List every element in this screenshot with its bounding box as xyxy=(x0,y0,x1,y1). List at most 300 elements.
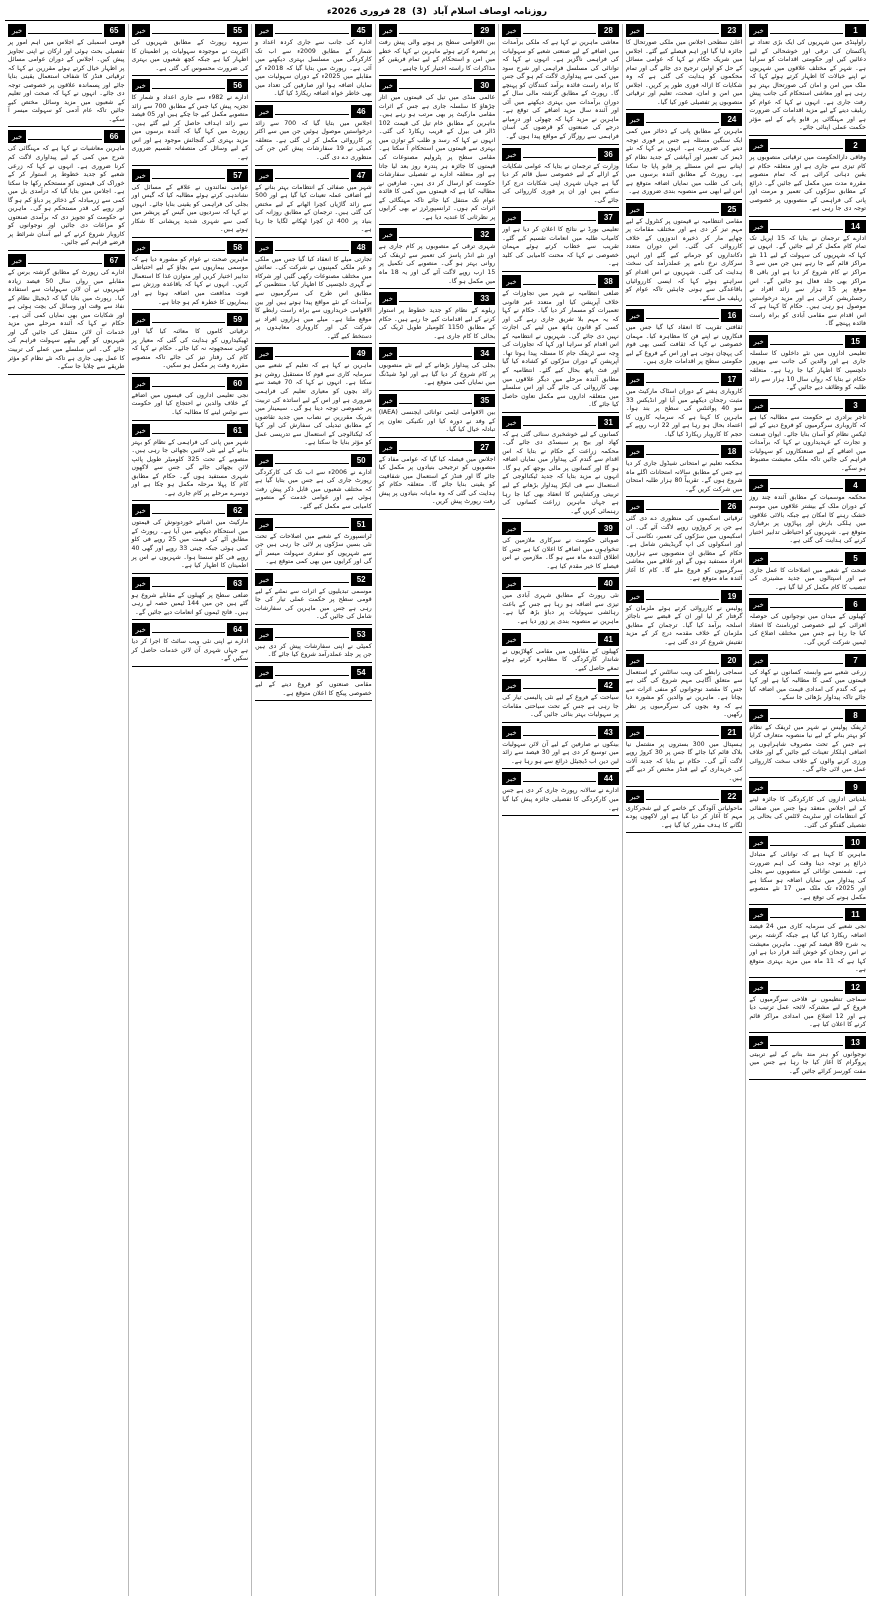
header-rule xyxy=(399,292,472,302)
news-item-number: 65 xyxy=(104,24,125,37)
news-item-body: پولیس نے کارروائی کرتے ہوئے ملزمان کو گرفتار کر لیا اور ان کے قبضے سے ناجائز اسلحہ برآمد کیا گیا۔ ترجمان کے مطابق ملزمان کے خلاف مقدمہ درج کر کے مزید تفتیش شروع کر دی گئی ہے۔ xyxy=(625,604,743,646)
news-item-number: 27 xyxy=(474,441,495,454)
header-rule xyxy=(646,654,719,664)
news-item-number: 35 xyxy=(474,394,495,407)
news-item[interactable] xyxy=(749,220,866,332)
news-item-category: خبر xyxy=(749,908,767,921)
news-item[interactable] xyxy=(132,424,249,502)
news-item-header xyxy=(626,445,743,458)
news-item-category: خبر xyxy=(749,598,767,611)
news-item-number: 40 xyxy=(598,577,619,590)
header-rule xyxy=(523,24,596,34)
news-item-header xyxy=(626,590,743,603)
news-item[interactable] xyxy=(132,24,249,76)
news-item[interactable] xyxy=(749,399,866,477)
news-item[interactable] xyxy=(379,24,496,76)
news-column xyxy=(622,24,746,1596)
news-item-header xyxy=(8,130,125,143)
news-column xyxy=(128,24,252,1596)
news-item-number: 3 xyxy=(845,399,866,412)
header-rule xyxy=(399,441,472,451)
news-item-body: شہر میں صفائی کے انتظامات بہتر بنانے کے لیے اضافی عملہ تعینات کیا گیا ہے اور 500 سے زائد گاڑیاں کچرا اٹھانے کے لیے مختص کی گئی ہیں۔ ترجمان کے مطابق روزانہ کی بنیاد پر 400 ٹن کچرا ٹھکانے لگایا جا رہا ہے۔ xyxy=(255,183,372,234)
masthead-date: 28 فروری 2026ء xyxy=(326,7,406,17)
news-item-category: خبر xyxy=(132,241,150,254)
news-item-number: 23 xyxy=(721,24,742,37)
news-item-category: خبر xyxy=(255,518,273,531)
news-item-body: اجلاس میں فیصلہ کیا گیا کہ عوامی مفاد کے منصوبوں کو ترجیحی بنیادوں پر مکمل کیا جائے گا اور فنڈز کے استعمال میں شفافیت کو یقینی بنایا جائے گا۔ متعلقہ حکام کو ہدایت کی گئی کہ وہ ماہانہ بنیادوں پر پیش رفت رپورٹ پیش کریں۔ xyxy=(378,455,496,506)
news-item-category: خبر xyxy=(502,24,520,37)
news-item[interactable] xyxy=(502,633,619,677)
news-item[interactable] xyxy=(749,139,866,217)
news-item[interactable] xyxy=(132,377,249,421)
news-item-header xyxy=(379,292,496,305)
news-item-number: 10 xyxy=(845,836,866,849)
news-item[interactable] xyxy=(379,79,496,225)
header-rule xyxy=(646,309,719,319)
news-item-body: بینکوں نے صارفین کے لیے آن لائن سہولیات میں توسیع کر دی ہے اور 30 فیصد سے زائد لین دین اب ڈیجیٹل ذرائع سے ہو رہا ہے۔ xyxy=(502,740,619,765)
header-rule xyxy=(275,454,348,464)
news-item-body: ماہرین معاشیات نے کہا ہے کہ مہنگائی کی شرح میں کمی کے لیے پیداواری لاگت کم کرنا ضروری ہے۔ انہوں نے کہا کہ زرعی شعبے کو جدید خطوط پر استوار کر کے خوراک کی قیمتوں کو مستحکم رکھا جا سکتا ہے۔ اجلاس میں بتایا گیا کہ درآمدی بل میں کمی سے زرمبادلہ کے ذخائر پر دباؤ کم ہو گا اور روپے کی قدر مستحکم ہو گی۔ ماہرین نے حکومت کو تجویز دی کہ برآمدی صنعتوں کو مراعات دی جائیں اور نوجوانوں کو کاروبار شروع کرنے کے لیے آسان شرائط پر قرضے فراہم کیے جائیں۔ xyxy=(7,145,125,247)
header-rule xyxy=(523,726,596,736)
news-item-category: خبر xyxy=(502,522,520,535)
news-item-category: خبر xyxy=(502,577,520,590)
news-item[interactable] xyxy=(255,347,372,450)
news-item-header xyxy=(749,709,866,722)
news-item-number: 13 xyxy=(845,1036,866,1049)
news-item-body: ادارے کے ترجمان نے بتایا کہ 15 اپریل تک تمام کام مکمل کر لیے جائیں گے۔ انہوں نے کہا کہ شہریوں کی سہولت کے لیے 11 نئے مراکز قائم کیے جا رہے ہیں جن میں سے 3 مراکز نے کام شروع کر دیا ہے اور باقی 8 مراکز بھی جلد فعال ہو جائیں گے۔ اس موقع پر 15 ہزار سے زائد افراد نے رجسٹریشن کرائی ہے اور مزید درخواستیں موصول ہو رہی ہیں۔ حکام کا کہنا ہے کہ اس اقدام سے مقامی آبادی کو براہ راست فائدہ پہنچے گا۔ xyxy=(749,234,867,328)
news-item[interactable] xyxy=(626,500,743,586)
news-item-category: خبر xyxy=(255,169,273,182)
news-item[interactable] xyxy=(255,666,372,701)
news-item-header xyxy=(8,254,125,267)
news-item[interactable] xyxy=(8,254,125,375)
news-item-body: ضلعی سطح پر کھیلوں کے مقابلے شروع ہو گئے ہیں جن میں 144 ٹیمیں حصہ لے رہی ہیں۔ فاتح ٹیموں کو انعامات دیے جائیں گے۔ xyxy=(131,591,249,616)
news-item-number: 46 xyxy=(351,105,372,118)
header-rule xyxy=(275,518,348,528)
news-item-category: خبر xyxy=(626,373,644,386)
news-item[interactable] xyxy=(502,522,619,574)
news-item-header xyxy=(626,373,743,386)
news-item[interactable] xyxy=(749,781,866,833)
news-item-category: خبر xyxy=(132,377,150,390)
news-item[interactable] xyxy=(8,130,125,251)
news-item-body: مقامی انتظامیہ نے قیمتوں پر کنٹرول کے لیے مہم تیز کر دی ہے اور مختلف مقامات پر چھاپے مار کر ذخیرہ اندوزوں کے خلاف کارروائی کی گئی۔ اس دوران متعدد دکانداروں کو جرمانے کیے گئے اور انہیں سرکاری نرخ نامے پر عملدرآمد کی سخت ہدایت کی گئی۔ شہریوں نے اس اقدام کو سراہتے ہوئے کہا کہ ایسی کارروائیاں باقاعدگی سے ہونی چاہئیں تاکہ عوام کو ریلیف مل سکے۔ xyxy=(625,217,743,302)
news-item-body: ماہرین کا کہنا ہے کہ توانائی کے متبادل ذرائع پر توجہ دینا وقت کی اہم ضرورت ہے۔ شمسی توانائی کے منصوبوں سے بجلی کی پیداوار میں نمایاں اضافہ ہو سکتا ہے اور 2025ء تک ملک میں 17 نئے منصوبے مکمل ہونے کی توقع ہے۔ xyxy=(749,851,867,901)
news-item[interactable] xyxy=(626,654,743,723)
news-item-body: وزارت کے ترجمان نے بتایا کہ عوامی شکایات کے ازالے کے لیے خصوصی سیل قائم کر دیا گیا ہے جہاں شہری اپنی شکایات درج کرا سکتے ہیں اور ان پر فوری کارروائی کی جائے گی۔ xyxy=(502,162,619,204)
news-item-body: ماہرین کے مطابق پانی کے ذخائر میں کمی ایک سنگین مسئلہ ہے جس پر فوری توجہ دینے کی ضرورت ہے۔ انہوں نے کہا کہ نئے ڈیمز کی تعمیر اور آبپاشی کے جدید نظام کو اپنانے سے اس مسئلے پر قابو پایا جا سکتا ہے۔ رپورٹ کے مطابق آئندہ برسوں میں پانی کی طلب میں نمایاں اضافہ متوقع ہے اس لیے ابھی سے منصوبہ بندی ضروری ہے۔ xyxy=(625,128,743,196)
news-item-body: سماجی رابطے کی ویب سائٹس کے استعمال سے متعلق آگاہی مہم شروع کی گئی ہے جس کا مقصد نوجوانوں کو منفی اثرات سے بچانا ہے۔ ماہرین نے والدین کو مشورہ دیا ہے کہ وہ بچوں کی سرگرمیوں پر نظر رکھیں۔ xyxy=(625,668,743,719)
header-rule xyxy=(523,148,596,158)
news-item-header xyxy=(502,24,619,37)
news-item[interactable] xyxy=(502,148,619,209)
news-item-category: خبر xyxy=(749,24,767,37)
header-rule xyxy=(152,313,225,323)
news-item[interactable] xyxy=(749,24,866,136)
news-item-number: 25 xyxy=(721,203,742,216)
news-item[interactable] xyxy=(626,790,743,834)
header-rule xyxy=(275,24,348,34)
news-item-header xyxy=(502,416,619,429)
news-item-body: اجلاس میں بتایا گیا کہ 700 سے زائد درخواستیں موصول ہوئیں جن میں سے اکثر پر کارروائی مکمل کر لی گئی ہے۔ متعلقہ کمیٹی نے 19 سفارشات پیش کیں جن کی منظوری دے دی گئی۔ xyxy=(255,119,372,162)
header-rule xyxy=(275,666,348,676)
news-item[interactable] xyxy=(626,726,743,787)
news-item-body: معاشی ماہرین نے کہا ہے کہ ملکی برآمدات میں اضافے کے لیے صنعتی شعبے کو سہولیات کی فراہمی ناگزیر ہے۔ انہوں نے کہا کہ توانائی کی مسلسل فراہمی اور شرح سود میں کمی سے پیداواری لاگت کم ہو گی جس کا براہ راست فائدہ برآمد کنندگان کو پہنچے گا۔ رپورٹ کے مطابق گزشتہ مالی سال کے دوران برآمدات میں بہتری دیکھنے میں آئی اور آئندہ سال مزید اضافے کی توقع ہے۔ ماہرین نے مزید کہا کہ چھوٹی اور درمیانے درجے کی صنعتوں کو قرضوں کی آسان فراہمی سے روزگار کے مواقع پیدا ہوں گے۔ xyxy=(502,39,619,141)
news-item-number: 30 xyxy=(474,79,495,92)
news-item-header xyxy=(749,836,866,849)
news-item[interactable] xyxy=(132,577,249,621)
news-item[interactable] xyxy=(379,292,496,344)
news-item[interactable] xyxy=(502,275,619,413)
news-item[interactable] xyxy=(502,726,619,770)
news-item-body: ادارے نے اپنی نئی ویب سائٹ کا اجرا کر دیا ہے جہاں شہری آن لائن خدمات حاصل کر سکیں گے۔ xyxy=(131,638,249,663)
news-item-number: 49 xyxy=(351,347,372,360)
news-item[interactable] xyxy=(502,679,619,723)
news-item-number: 6 xyxy=(845,598,866,611)
news-item-header xyxy=(132,504,249,517)
header-rule xyxy=(28,130,101,140)
news-item-body: سروے رپورٹ کے مطابق شہریوں کی اکثریت نے موجودہ سہولیات پر اطمینان کا اظہار کیا ہے جبکہ کچھ شعبوں میں بہتری کی ضرورت محسوس کی گئی ہے۔ xyxy=(131,39,249,72)
news-column xyxy=(498,24,622,1596)
news-item-number: 32 xyxy=(474,228,495,241)
news-item[interactable] xyxy=(255,105,372,166)
news-item-header xyxy=(255,105,372,118)
news-item-category: خبر xyxy=(255,347,273,360)
news-item[interactable] xyxy=(626,24,743,110)
news-item-category: خبر xyxy=(626,445,644,458)
news-item-number: 41 xyxy=(598,633,619,646)
header-rule xyxy=(646,500,719,510)
news-item-category: خبر xyxy=(132,24,150,37)
news-item-header xyxy=(749,908,866,921)
news-item-body: کھیلوں کے میدان میں نوجوانوں کی حوصلہ افزائی کے لیے خصوصی ٹورنامنٹ کا انعقاد کیا جا رہا ہے جس میں مختلف اضلاع کی ٹیمیں شرکت کریں گی۔ xyxy=(749,613,866,646)
news-item-header xyxy=(132,623,249,636)
news-item-category: خبر xyxy=(8,24,26,37)
news-item-number: 57 xyxy=(227,169,248,182)
news-item[interactable] xyxy=(379,394,496,438)
news-item-body: شہری ترقی کے منصوبوں پر کام جاری ہے اور نئے انڈر پاسز کی تعمیر سے ٹریفک کی روانی بہتر ہو گی۔ منصوبے کی تکمیل پر 15 ارب روپے لاگت آئے گی اور یہ 18 ماہ میں مکمل ہو گا۔ xyxy=(378,243,496,285)
news-item-category: خبر xyxy=(379,79,397,92)
header-rule xyxy=(523,577,596,587)
news-item[interactable] xyxy=(132,504,249,573)
news-item-category: خبر xyxy=(132,424,150,437)
news-item-number: 39 xyxy=(598,522,619,535)
news-item-number: 51 xyxy=(351,518,372,531)
header-rule xyxy=(28,254,101,264)
news-item-number: 52 xyxy=(351,573,372,586)
news-item-category: خبر xyxy=(502,416,520,429)
news-item-category: خبر xyxy=(749,220,767,233)
news-item-body: محکمہ موسمیات کے مطابق آئندہ چند روز کے دوران ملک کے بیشتر علاقوں میں موسم خشک رہنے کا امکان ہے جبکہ بالائی علاقوں میں ہلکی بارش اور پہاڑوں پر برفباری متوقع ہے۔ شہریوں کو احتیاطی تدابیر اختیار کرنے کی ہدایت کی گئی ہے۔ xyxy=(749,494,866,545)
news-item-header xyxy=(379,394,496,407)
news-item[interactable] xyxy=(132,623,249,667)
news-item[interactable] xyxy=(502,416,619,519)
news-item[interactable] xyxy=(255,628,372,663)
news-item-category: خبر xyxy=(132,504,150,517)
header-rule xyxy=(770,981,843,991)
news-item-body: تجارتی میلے کا انعقاد کیا گیا جس میں ملکی و غیر ملکی کمپنیوں نے شرکت کی۔ نمائش میں مختلف مصنوعات رکھی گئیں اور شرکاء نے گہری دلچسپی کا اظہار کیا۔ منتظمین کے مطابق اس طرح کی سرگرمیوں سے برآمدات کے نئے مواقع پیدا ہوتے ہیں اور بین الاقوامی خریداروں سے براہ راست رابطے کا موقع ملتا ہے۔ میلے میں ہزاروں افراد نے شرکت کی اور کاروباری معاہدوں پر دستخط کیے گئے۔ xyxy=(255,255,372,340)
news-item[interactable] xyxy=(749,598,866,650)
news-item[interactable] xyxy=(379,441,496,510)
column-container xyxy=(5,24,869,1596)
news-item-number: 66 xyxy=(104,130,125,143)
news-item-body: تعلیمی اداروں میں نئے داخلوں کا سلسلہ جاری ہے اور والدین کی جانب سے بھرپور دلچسپی کا اظہار کیا جا رہا ہے۔ متعلقہ حکام نے بتایا کہ رواں سال 10 ہزار سے زائد طلبہ کو وظائف دیے جائیں گے۔ xyxy=(749,349,866,392)
news-item[interactable] xyxy=(749,654,866,706)
news-item-header xyxy=(749,24,866,37)
news-item-body: مارکیٹ میں اشیائے خوردونوش کی قیمتوں میں استحکام دیکھنے میں آیا ہے۔ رپورٹ کے مطابق آٹے کی قیمت میں 25 روپے فی کلو کمی ہوئی جبکہ چینی 33 روپے اور گھی 40 روپے فی کلو سستا ہوا۔ شہریوں نے اس پر اطمینان کا اظہار کیا ہے۔ xyxy=(131,519,249,570)
news-item-category: خبر xyxy=(626,500,644,513)
news-item[interactable] xyxy=(626,113,743,199)
header-rule xyxy=(646,113,719,123)
news-item-body: کمیٹی نے اپنی سفارشات پیش کر دی ہیں جن پر جلد عملدرآمد شروع کیا جائے گا۔ xyxy=(255,642,372,659)
news-item[interactable] xyxy=(502,211,619,272)
news-item-number: 28 xyxy=(598,24,619,37)
news-item-header xyxy=(626,500,743,513)
news-item-number: 36 xyxy=(598,148,619,161)
news-item-category: خبر xyxy=(502,772,520,785)
news-item-body: ماحولیاتی آلودگی کے خاتمے کے لیے شجرکاری مہم کا آغاز کر دیا گیا ہے اور لاکھوں پودے لگانے کا ہدف مقرر کیا گیا ہے۔ xyxy=(625,804,743,829)
header-rule xyxy=(646,24,719,34)
header-rule xyxy=(152,24,225,34)
news-item-category: خبر xyxy=(502,275,520,288)
header-rule xyxy=(275,169,348,179)
news-item-body: ماہرین نے کہا ہے کہ تعلیم کے شعبے میں سرمایہ کاری سے قوم کا مستقبل روشن ہو سکتا ہے۔ انہوں نے کہا کہ 70 فیصد سے زائد بچوں کو معیاری تعلیم کی فراہمی ضروری ہے اور اس کے لیے اساتذہ کی تربیت پر خصوصی توجہ دینا ہو گی۔ سیمینار میں شریک مقررین نے نصاب میں جدید تقاضوں کے مطابق تبدیلی کی سفارش کی اور کہا کہ ٹیکنالوجی کے استعمال سے تدریسی عمل کو مؤثر بنایا جا سکتا ہے۔ xyxy=(255,362,372,447)
news-item[interactable] xyxy=(132,241,249,310)
header-rule xyxy=(770,836,843,846)
news-item-body: قومی اسمبلی کے اجلاس میں اہم امور پر تفصیلی بحث ہوئی اور ارکان نے اپنی تجاویز پیش کیں۔ اجلاس کے دوران عوامی مسائل پر اظہار خیال کرتے ہوئے مقررین نے کہا کہ ترقیاتی فنڈز کا شفاف استعمال یقینی بنایا جائے اور پسماندہ علاقوں پر خصوصی توجہ دی جائے۔ انہوں نے کہا کہ صحت اور تعلیم کے شعبوں میں مزید وسائل مختص کیے جائیں تاکہ عام آدمی کو سہولت میسر آ سکے۔ xyxy=(7,39,125,123)
news-item-header xyxy=(749,781,866,794)
news-item-header xyxy=(749,598,866,611)
header-rule xyxy=(28,24,101,34)
news-item[interactable] xyxy=(502,24,619,145)
header-rule xyxy=(399,79,472,89)
news-item-category: خبر xyxy=(749,781,767,794)
news-item-category: خبر xyxy=(379,441,397,454)
news-item[interactable] xyxy=(502,577,619,629)
news-item-number: 14 xyxy=(845,220,866,233)
header-rule xyxy=(152,424,225,434)
masthead-page: (3) xyxy=(411,7,428,17)
news-item-body: راولپنڈی میں شہریوں کی ایک بڑی تعداد نے پاکستان کی ترقی اور خوشحالی کے لیے دعائیں کیں اور حکومتی اقدامات کو سراہا ہے۔ شہر کے مختلف علاقوں میں شہریوں نے اپنے خیالات کا اظہار کرتے ہوئے کہا کہ ملک میں امن و امان کی صورتحال بہتر ہو رہی ہے اور معاشی استحکام کی جانب پیش رفت جاری ہے۔ انہوں نے کہا کہ عوام کو ریلیف دینے کے لیے مزید اقدامات کی ضرورت ہے اور مہنگائی پر قابو پانے کے لیے مؤثر حکمت عملی اپنائی جائے۔ xyxy=(749,39,866,132)
news-item-category: خبر xyxy=(626,113,644,126)
news-item-number: 58 xyxy=(227,241,248,254)
header-rule xyxy=(152,504,225,514)
news-item-header xyxy=(132,24,249,37)
news-item-number: 8 xyxy=(845,709,866,722)
news-item[interactable] xyxy=(749,552,866,596)
news-item-category: خبر xyxy=(502,633,520,646)
news-item-number: 19 xyxy=(721,590,742,603)
news-item-header xyxy=(626,203,743,216)
news-item-category: خبر xyxy=(8,254,26,267)
news-item-header xyxy=(749,220,866,233)
news-item-body: نجی تعلیمی اداروں کی فیسوں میں اضافے کے خلاف والدین نے احتجاج کیا اور حکومت سے نوٹس لینے کا مطالبہ کیا۔ xyxy=(131,391,249,416)
masthead xyxy=(5,4,869,21)
news-item-body: کسانوں کے لیے خوشخبری سنائی گئی ہے کہ کھاد اور بیج پر سبسڈی دی جائے گی۔ محکمہ زراعت کے حکام نے بتایا کہ اس اقدام سے گندم کی پیداوار میں نمایاں اضافہ ہو گا اور کسانوں پر مالی بوجھ کم ہو گا۔ انہوں نے مزید بتایا کہ جدید ٹیکنالوجی کے استعمال سے فی ایکڑ پیداوار بڑھانے کے لیے تربیتی ورکشاپس کا انعقاد بھی کیا جا رہا ہے جہاں ماہرین زراعت کسانوں کی رہنمائی کریں گے۔ xyxy=(502,430,619,515)
header-rule xyxy=(523,633,596,643)
header-rule xyxy=(275,241,348,251)
news-item-body: ٹرانسپورٹ کے شعبے میں اصلاحات کے تحت نئی بسیں سڑکوں پر لائی جا رہی ہیں جن سے شہریوں کو سفری سہولت میسر آئے گی اور کرایوں میں بھی کمی متوقع ہے۔ xyxy=(255,532,372,566)
news-item[interactable] xyxy=(255,454,372,515)
news-item-body: مقامی صنعتوں کو فروغ دینے کے لیے خصوصی پیکج کا اعلان متوقع ہے۔ xyxy=(255,680,372,697)
news-item[interactable] xyxy=(379,228,496,289)
news-item[interactable] xyxy=(626,445,743,497)
news-item-header xyxy=(749,552,866,565)
header-rule xyxy=(152,169,225,179)
news-item[interactable] xyxy=(132,169,249,238)
news-item-category: خبر xyxy=(132,623,150,636)
header-rule xyxy=(152,79,225,89)
news-item-category: خبر xyxy=(749,335,767,348)
news-item[interactable] xyxy=(626,203,743,306)
news-item-header xyxy=(132,169,249,182)
news-item[interactable] xyxy=(255,518,372,570)
news-item-header xyxy=(502,211,619,224)
news-item-number: 61 xyxy=(227,424,248,437)
news-item-number: 11 xyxy=(845,908,866,921)
news-item-header xyxy=(255,241,372,254)
news-item-number: 64 xyxy=(227,623,248,636)
header-rule xyxy=(399,394,472,404)
news-item-body: ترقیاتی کاموں کا معائنہ کیا گیا اور ٹھیکیداروں کو ہدایت کی گئی کہ معیار پر کوئی سمجھوتہ نہ کیا جائے۔ حکام نے کہا کہ کام کی رفتار تیز کی جائے تاکہ منصوبے مقررہ وقت پر مکمل ہو سکیں۔ xyxy=(131,328,249,370)
news-item[interactable] xyxy=(626,309,743,370)
news-item[interactable] xyxy=(749,908,866,977)
news-item[interactable] xyxy=(749,479,866,548)
header-rule xyxy=(770,220,843,230)
news-item-header xyxy=(749,479,866,492)
news-item-number: 56 xyxy=(227,79,248,92)
news-item-category: خبر xyxy=(626,726,644,739)
news-item-header xyxy=(255,24,372,37)
news-item-category: خبر xyxy=(749,552,767,565)
news-item[interactable] xyxy=(255,169,372,238)
header-rule xyxy=(275,347,348,357)
news-item-category: خبر xyxy=(379,394,397,407)
news-item-header xyxy=(8,24,125,37)
news-item[interactable] xyxy=(749,335,866,396)
news-item-category: خبر xyxy=(255,666,273,679)
news-item-number: 24 xyxy=(721,113,742,126)
news-item-header xyxy=(132,241,249,254)
news-item-category: خبر xyxy=(132,79,150,92)
news-item[interactable] xyxy=(132,313,249,374)
news-item-number: 34 xyxy=(474,347,495,360)
news-item[interactable] xyxy=(8,24,125,127)
news-item-body: تعلیمی بورڈ نے نتائج کا اعلان کر دیا ہے اور کامیاب طلبہ میں انعامات تقسیم کیے گئے۔ تقریب سے خطاب کرتے ہوئے مہمان خصوصی نے کہا کہ محنت کامیابی کی کلید ہے۔ xyxy=(502,226,619,268)
news-item-header xyxy=(626,726,743,739)
news-item-header xyxy=(132,313,249,326)
news-item-number: 54 xyxy=(351,666,372,679)
news-item-category: خبر xyxy=(379,228,397,241)
header-rule xyxy=(275,628,348,638)
header-rule xyxy=(770,598,843,608)
news-item-number: 60 xyxy=(227,377,248,390)
news-column xyxy=(745,24,869,1596)
news-item[interactable] xyxy=(379,347,496,391)
news-item-body: ریلوے کے نظام کو جدید خطوط پر استوار کرنے کے لیے اقدامات کیے جا رہے ہیں۔ حکام کے مطابق 1150 کلومیٹر طویل ٹریک کی بحالی کا کام جاری ہے۔ xyxy=(378,307,496,340)
news-item-body: نجی شعبے کی سرمایہ کاری میں 24 فیصد اضافہ ریکارڈ کیا گیا ہے جبکہ گزشتہ برس یہ شرح 89 فیصد کم تھی۔ ماہرین معیشت نے اس رجحان کو خوش آئند قرار دیا ہے اور کہا ہے کہ 11 ماہ میں مزید بہتری متوقع ہے۔ xyxy=(749,923,866,974)
news-item-header xyxy=(379,441,496,454)
news-item-body: بین الاقوامی سطح پر ہونے والی پیش رفت پر تبصرہ کرتے ہوئے ماہرین نے کہا کہ خطے میں امن و استحکام کے لیے تمام فریقین کو مذاکرات کا راستہ اختیار کرنا چاہیے۔ xyxy=(378,39,496,72)
news-item-header xyxy=(749,139,866,152)
news-item-header xyxy=(502,679,619,692)
news-item-category: خبر xyxy=(255,573,273,586)
news-item-category: خبر xyxy=(255,454,273,467)
news-item-body: ادارے کی رپورٹ کے مطابق گزشتہ برس کے مقابلے میں رواں سال 50 فیصد زیادہ شہریوں نے آن لائن سہولیات سے استفادہ کیا۔ رپورٹ میں بتایا گیا کہ ڈیجیٹل نظام کے نفاذ سے وقت اور وسائل کی بچت ہوئی ہے اور شکایات میں بھی نمایاں کمی آئی ہے۔ حکام نے کہا کہ آئندہ مرحلے میں مزید خدمات آن لائن منتقل کی جائیں گی اور شہریوں کو گھر بیٹھے سہولت فراہم کی جائے گی۔ اس سلسلے میں عملے کی تربیت کا عمل بھی جاری ہے تاکہ نئے نظام کو مؤثر طریقے سے چلایا جا سکے۔ xyxy=(7,269,125,371)
news-item[interactable] xyxy=(749,981,866,1033)
news-item[interactable] xyxy=(502,772,619,816)
news-item-number: 42 xyxy=(598,679,619,692)
header-rule xyxy=(152,623,225,633)
news-item-number: 21 xyxy=(721,726,742,739)
news-item-category: خبر xyxy=(749,479,767,492)
news-item-body: تاجر برادری نے حکومت سے مطالبہ کیا ہے کہ کاروباری سرگرمیوں کو فروغ دینے کے لیے ٹیکس نظام کو آسان بنایا جائے۔ ایوان صنعت و تجارت کے عہدیداروں نے کہا کہ برآمدات میں اضافے کے لیے صنعتکاروں کو سہولیات فراہم کی جائیں تاکہ ملکی معیشت مضبوط ہو سکے۔ xyxy=(749,413,866,472)
news-item-body: ہسپتال میں 300 بستروں پر مشتمل نیا بلاک قائم کیا جائے گا جس پر 30 کروڑ روپے لاگت آئے گی۔ حکام نے بتایا کہ جدید آلات کی خریداری کے لیے فنڈز مختص کر دیے گئے ہیں۔ xyxy=(625,740,743,782)
header-rule xyxy=(399,347,472,357)
header-rule xyxy=(646,445,719,455)
header-rule xyxy=(770,1036,843,1046)
header-rule xyxy=(770,781,843,791)
news-item-body: سیاحت کے فروغ کے لیے نئی پالیسی تیار کی جا رہی ہے جس کے تحت سیاحتی مقامات پر سہولیات بہتر بنائی جائیں گی۔ xyxy=(502,694,619,719)
news-item-body: ادارے نے 2006ء سے اب تک کی کارکردگی رپورٹ جاری کی ہے جس میں بتایا گیا ہے کہ مختلف شعبوں میں قابل ذکر پیش رفت ہوئی ہے اور عوامی خدمت کے منصوبے کامیابی سے مکمل کیے گئے۔ xyxy=(255,468,372,510)
news-item[interactable] xyxy=(749,1036,866,1080)
news-item[interactable] xyxy=(749,836,866,905)
news-item-body: محکمہ تعلیم نے امتحانی شیڈول جاری کر دیا ہے جس کے مطابق سالانہ امتحانات اگلے ماہ شروع ہوں گے۔ تقریباً 80 ہزار طلبہ امتحان میں شرکت کریں گے۔ xyxy=(625,460,743,493)
news-item-header xyxy=(132,577,249,590)
news-item[interactable] xyxy=(132,79,249,165)
header-rule xyxy=(770,139,843,149)
header-rule xyxy=(770,335,843,345)
news-item-header xyxy=(255,518,372,531)
news-item-category: خبر xyxy=(626,790,644,803)
news-item-header xyxy=(626,654,743,667)
news-item-body: اعلیٰ سطحی اجلاس میں ملکی صورتحال کا جائزہ لیا گیا اور اہم فیصلے کیے گئے۔ اجلاس میں شریک حکام نے کہا کہ عوامی مسائل کے حل کو اولین ترجیح دی جائے گی اور تمام محکموں کو ہدایت کی گئی ہے کہ وہ شکایات کا ازالہ فوری طور پر کریں۔ اجلاس میں امن و امان، صحت، تعلیم اور ترقیاتی منصوبوں پر تفصیلی غور کیا گیا۔ xyxy=(625,39,743,106)
news-item[interactable] xyxy=(255,241,372,344)
news-item-category: خبر xyxy=(132,313,150,326)
header-rule xyxy=(770,399,843,409)
news-item-number: 20 xyxy=(721,654,742,667)
news-item-body: شہر میں پانی کی فراہمی کے نظام کو بہتر بنانے کے لیے نئی لائنیں بچھائی جا رہی ہیں۔ منصوبے کے تحت 325 کلومیٹر طویل پائپ لائن بچھائی جائے گی جس سے لاکھوں شہری مستفید ہوں گے۔ حکام کے مطابق کام کا پہلا مرحلہ مکمل ہو چکا ہے اور دوسرے مرحلے پر کام جاری ہے۔ xyxy=(131,438,249,497)
news-item-number: 47 xyxy=(351,169,372,182)
header-rule xyxy=(275,105,348,115)
news-item[interactable] xyxy=(749,709,866,778)
news-item-header xyxy=(749,981,866,994)
news-item-header xyxy=(502,148,619,161)
news-item-category: خبر xyxy=(255,24,273,37)
news-item[interactable] xyxy=(255,573,372,625)
news-item-body: ٹریفک پولیس نے شہر میں ٹریفک کے نظام کو بہتر بنانے کے لیے نیا منصوبہ متعارف کرایا ہے جس کے تحت مصروف شاہراہوں پر اضافی اہلکار تعینات کیے جائیں گے اور خلاف ورزی کرنے والوں کے خلاف سخت کارروائی عمل میں لائی جائے گی۔ xyxy=(749,723,866,774)
header-rule xyxy=(770,24,843,34)
news-item-body: بلدیاتی اداروں کی کارکردگی کا جائزہ لینے کے لیے اجلاس منعقد ہوا جس میں صفائی کے انتظامات اور سٹریٹ لائٹس کی بحالی پر تفصیلی گفتگو کی گئی۔ xyxy=(749,796,866,829)
news-item-body: صوبائی حکومت نے سرکاری ملازمین کی تنخواہوں میں اضافے کا اعلان کیا ہے جس کا اطلاق آئندہ ماہ سے ہو گا۔ ملازمین نے اس فیصلے کا خیر مقدم کیا ہے۔ xyxy=(502,537,619,570)
news-item-body: ترقیاتی اسکیموں کی منظوری دے دی گئی ہے جن پر کروڑوں روپے لاگت آئے گی۔ ان اسکیموں میں سڑکوں کی تعمیر، نکاسی آب اور اسکولوں کی اپ گریڈیشن شامل ہے۔ حکام کے مطابق ان منصوبوں سے ہزاروں افراد مستفید ہوں گے اور علاقے میں معاشی سرگرمیوں کو فروغ ملے گا۔ کام کا آغاز آئندہ ماہ متوقع ہے۔ xyxy=(625,515,743,583)
news-item-number: 38 xyxy=(598,275,619,288)
news-item-number: 31 xyxy=(598,416,619,429)
news-item-header xyxy=(255,169,372,182)
header-rule xyxy=(152,577,225,587)
news-item-category: خبر xyxy=(132,577,150,590)
news-item[interactable] xyxy=(255,24,372,102)
news-item-category: خبر xyxy=(379,292,397,305)
news-item-number: 1 xyxy=(845,24,866,37)
news-item[interactable] xyxy=(626,590,743,651)
news-item[interactable] xyxy=(626,373,743,442)
news-column xyxy=(5,24,128,1596)
news-item-body: کاروباری ہفتے کے دوران اسٹاک مارکیٹ میں مثبت رجحان دیکھنے میں آیا اور انڈیکس 33 سو 40 پوائنٹس کی سطح پر بند ہوا۔ ماہرین کا کہنا ہے کہ سرمایہ کاروں کا اعتماد بحال ہو رہا ہے اور 22 ارب روپے کے حجم کا کاروبار ریکارڈ کیا گیا۔ xyxy=(625,387,743,438)
news-item-number: 15 xyxy=(845,335,866,348)
news-item-category: خبر xyxy=(379,347,397,360)
news-item-number: 45 xyxy=(351,24,372,37)
